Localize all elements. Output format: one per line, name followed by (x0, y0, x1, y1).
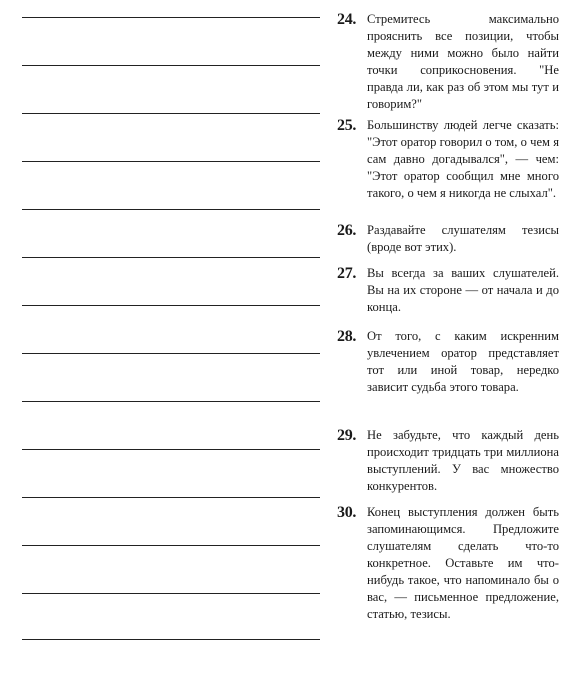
tip-item (337, 222, 559, 256)
note-line (22, 401, 320, 402)
tip-number: 28. (337, 328, 357, 345)
tip-item (337, 427, 559, 495)
note-line (22, 449, 320, 450)
tip-item (337, 504, 559, 623)
tip-text: От того, с каким искренним увлечением оратор представляет тот или иной товар, нередко зависит судьба этого товара. (367, 329, 559, 394)
tip-item (337, 11, 559, 113)
note-line (22, 639, 320, 640)
tip-number: 24. (337, 11, 357, 28)
tip-text: Стремитесь максимально прояснить все позиции, чтобы между ними можно было найти точки соприкосновения. "Не правда ли, как раз об этом мы тут и говорим?" (367, 12, 559, 111)
note-line (22, 305, 320, 306)
note-line (22, 545, 320, 546)
note-line (22, 209, 320, 210)
tip-number: 29. (337, 427, 357, 444)
tip-number: 27. (337, 265, 357, 282)
note-line (22, 65, 320, 66)
note-line (22, 593, 320, 594)
tip-number: 25. (337, 117, 357, 134)
note-line (22, 113, 320, 114)
note-line (22, 161, 320, 162)
tip-item (337, 328, 559, 396)
tip-item (337, 265, 559, 316)
tip-number: 26. (337, 222, 357, 239)
tip-text: Вы всегда за ваших слушателей. Вы на их стороне — от начала и до конца. (367, 266, 559, 314)
tip-item (337, 117, 559, 202)
tip-text: Конец выступления должен быть запоминающимся. Предложите слушателям сделать что-то конкретное. Оставьте им что-нибудь такое, что напоминало бы о вас, — письменное предложение, статью, тезисы. (367, 505, 559, 621)
note-line (22, 257, 320, 258)
note-line (22, 353, 320, 354)
tip-text: Не забудьте, что каждый день происходит тридцать три миллиона выступлений. У вас множество конкурентов. (367, 428, 559, 493)
tip-text: Большинству людей легче сказать: "Этот оратор говорил о том, о чем я сам давно догадывался", — чем: "Этот оратор сообщил мне много такого, о чем я никогда не слыхал". (367, 118, 559, 200)
tip-number: 30. (337, 504, 357, 521)
note-line (22, 497, 320, 498)
note-line (22, 17, 320, 18)
tip-text: Раздавайте слушателям тезисы (вроде вот этих). (367, 223, 559, 254)
